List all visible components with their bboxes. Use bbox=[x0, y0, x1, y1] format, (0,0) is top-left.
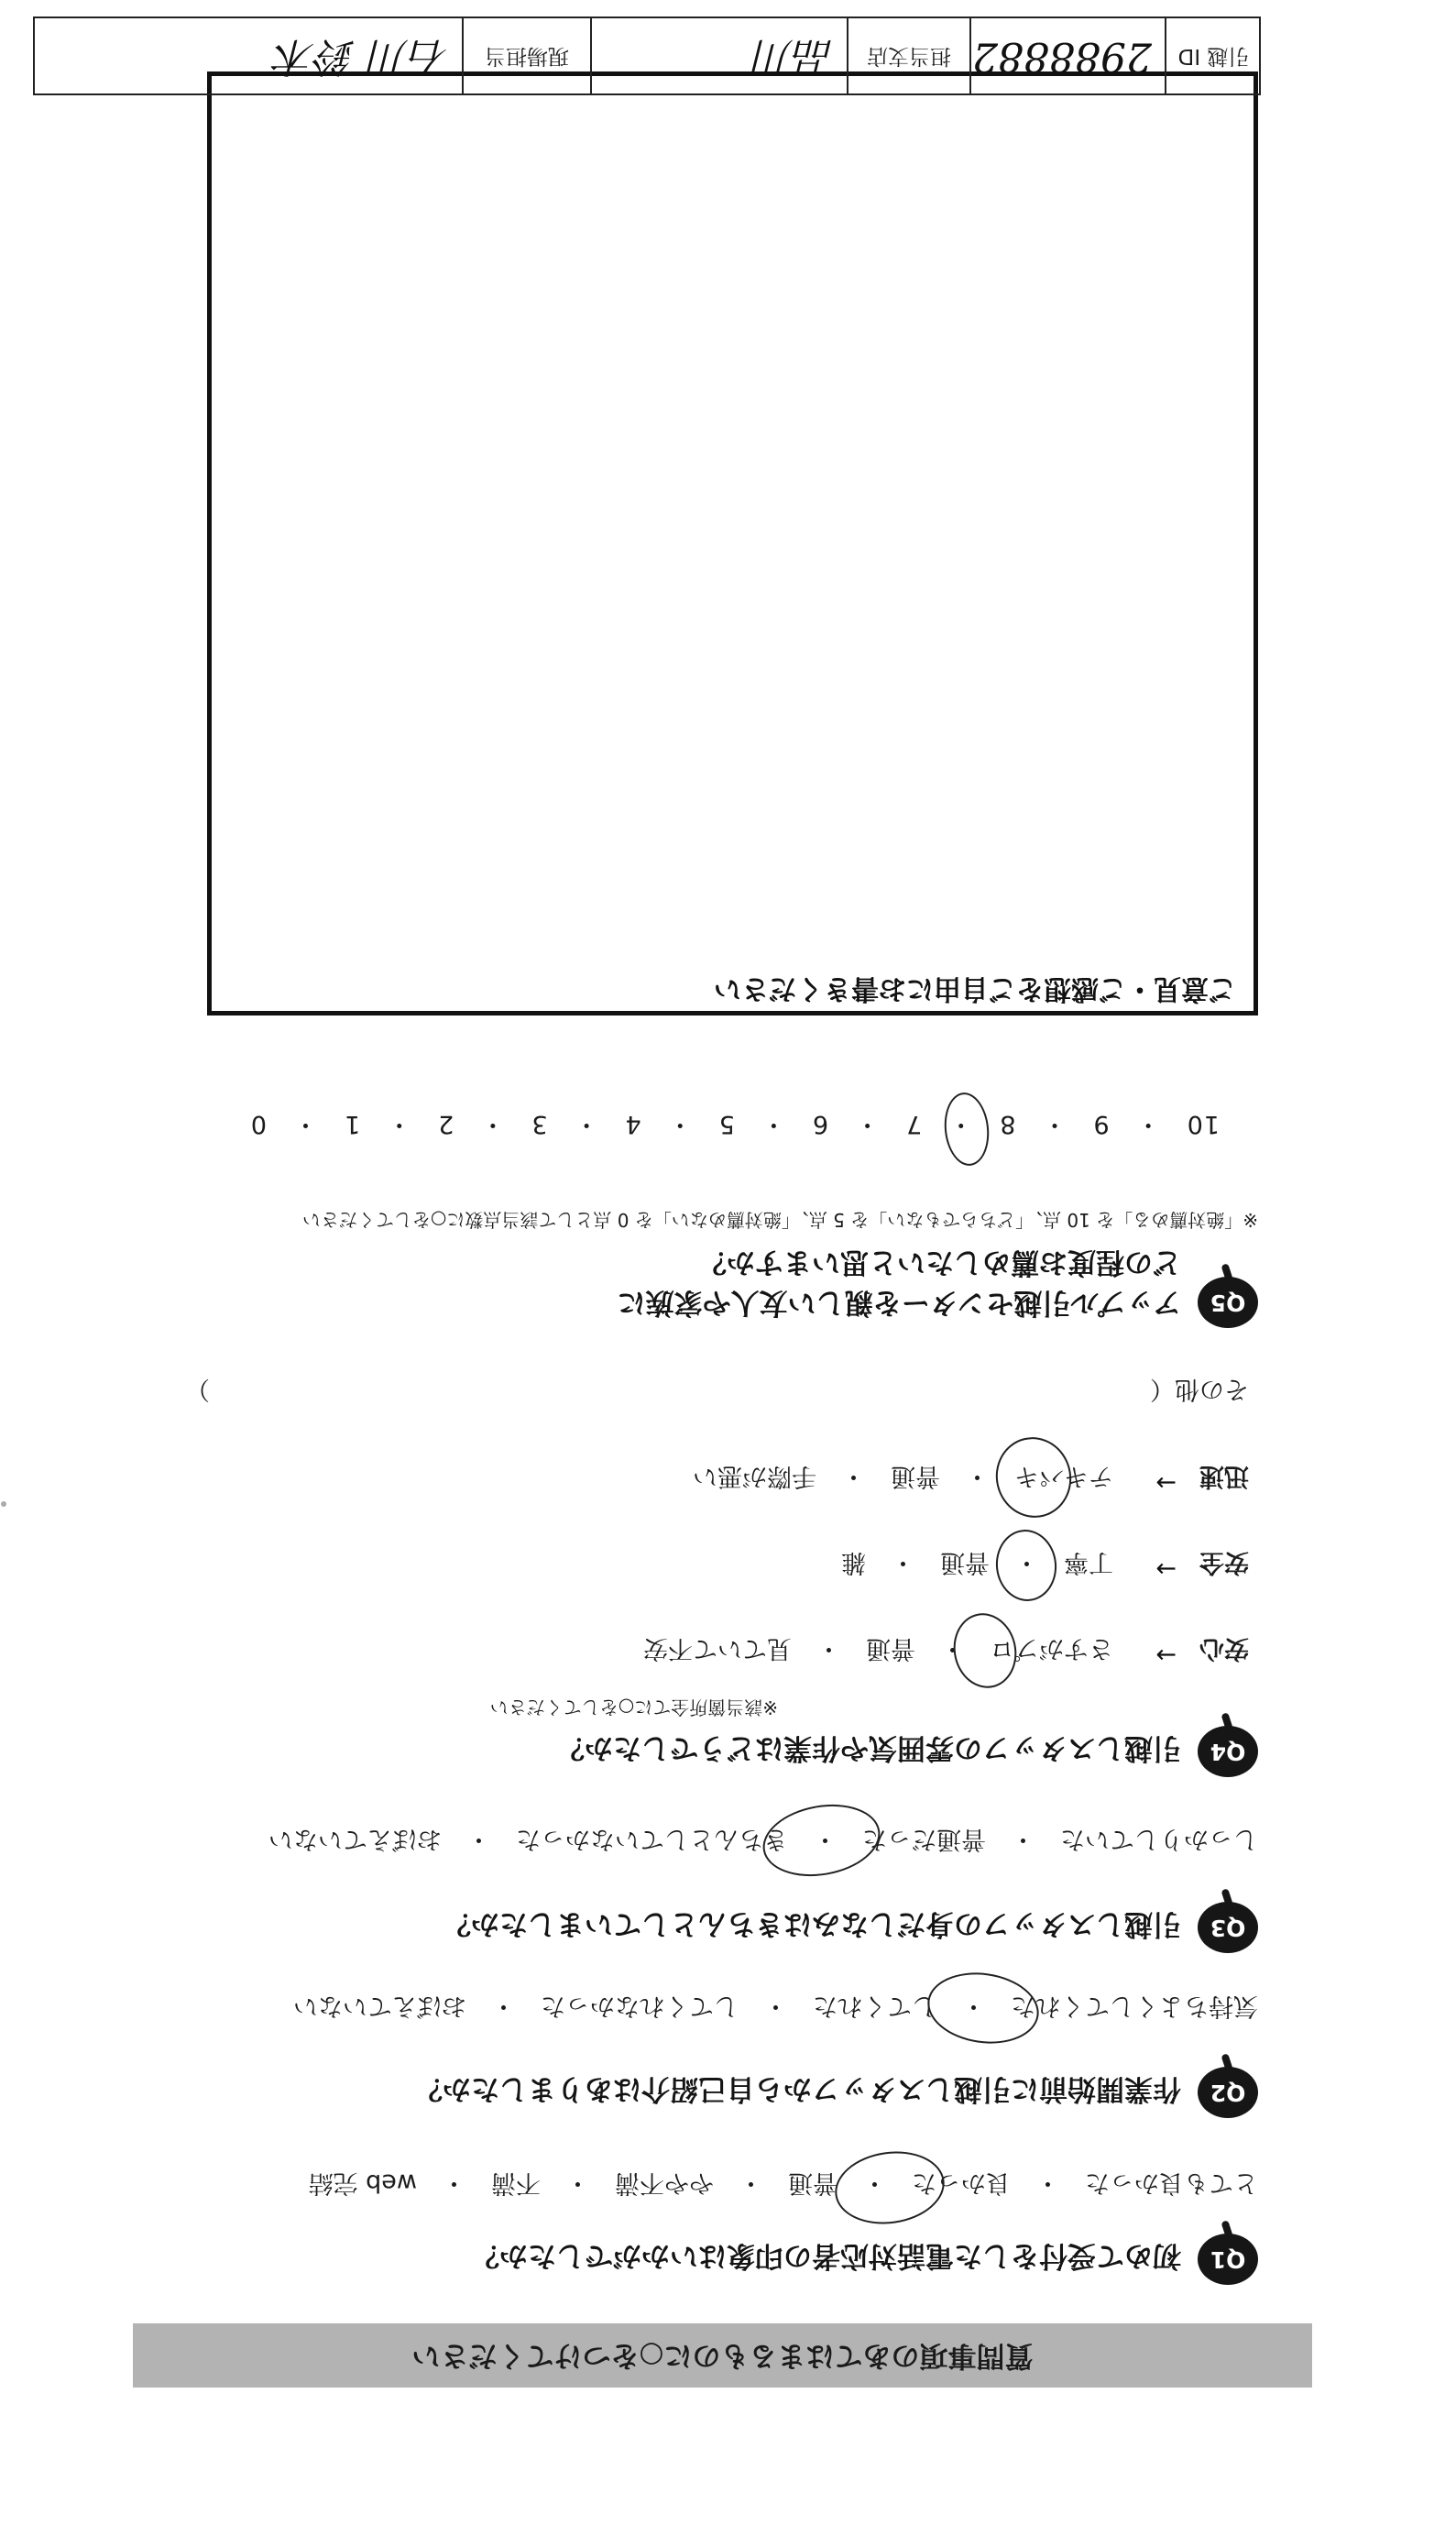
q3-question: 引越しスタッフの身だしなみはきちんとしていましたか？ bbox=[443, 1907, 1181, 1940]
id-value: 2988882 bbox=[971, 18, 1166, 93]
q4-note: ※該当箇所全てに○をしてください bbox=[489, 1696, 778, 1718]
q4-badge: Q4 bbox=[1198, 1726, 1258, 1777]
scan-speck bbox=[1, 1501, 6, 1507]
id-table bbox=[33, 16, 1261, 95]
q4-question: 引越しスタッフの雰囲気や作業はどうでしたか？ bbox=[556, 1731, 1181, 1764]
q3-badge: Q3 bbox=[1198, 1902, 1258, 1953]
q1-question: 初めて受付をした電話対応者の印象はいかがでしたか？ bbox=[471, 2239, 1181, 2272]
comment-label: ご意見・ご感想をご自由にお書きください bbox=[714, 972, 1236, 1005]
q4-row-label-anzen: 安全 bbox=[1199, 1548, 1249, 1576]
q2-answer-mark bbox=[923, 1966, 1043, 2050]
q5-question-line2: どの程度お薦めしたいと思いますか？ bbox=[698, 1246, 1181, 1279]
q4-row-arrow-jinsoku: → bbox=[1155, 1468, 1177, 1497]
q5-question-line1: アップル引越センターを親しい友人や家族に bbox=[617, 1286, 1181, 1319]
id-label: 引越 ID bbox=[1177, 44, 1250, 68]
q4-row-label-anshin: 安心 bbox=[1199, 1634, 1249, 1663]
q1-options: とても良かった ・ 良かった ・ 普通 ・ やや不満 ・ 不満 ・ web 完結 bbox=[308, 2168, 1258, 2197]
q5-scale: 10 ・ 9 ・ 8 ・ 7 ・ 6 ・ 5 ・ 4 ・ 3 ・ 2 ・ 1 ・ 0 bbox=[249, 1110, 1220, 1138]
q5-badge: Q5 bbox=[1198, 1277, 1258, 1328]
comment-box bbox=[207, 71, 1258, 1016]
q4-row-label-jinsoku: 迅速 bbox=[1199, 1462, 1249, 1490]
q3-answer-mark bbox=[757, 1795, 885, 1884]
q5-answer-mark bbox=[941, 1091, 992, 1169]
q4-row-arrow-anzen: → bbox=[1155, 1554, 1177, 1583]
q4-row-options-anzen: 丁寧 ・ 普通 ・ 雑 bbox=[841, 1548, 1113, 1576]
q5-note: ※「絶対薦める」を 10 点、「どちらでもない」を 5 点、「絶対薦めない」を 0 点として該当点数に○をしてください bbox=[301, 1209, 1258, 1231]
q2-question: 作業開始前に引越しスタッフから自己紹介はありましたか？ bbox=[414, 2072, 1181, 2105]
header-title: 質問事項のあてはまるものに○をつけてください bbox=[411, 2339, 1034, 2372]
leader-label: 現場担当 bbox=[464, 18, 592, 93]
q4-other: その他（ ） bbox=[185, 1375, 1249, 1403]
q1-answer-mark bbox=[830, 2145, 949, 2231]
leader-value: 石川 鈴木 bbox=[33, 18, 464, 93]
branch-value: 品川 bbox=[592, 18, 848, 93]
q4-row-options-jinsoku: テキパキ ・ 普通 ・ 手際が悪い bbox=[693, 1462, 1113, 1490]
q4-row-options-anshin: さすがプロ ・ 普通 ・ 見ていて不安 bbox=[643, 1634, 1113, 1663]
q2-badge: Q2 bbox=[1198, 2067, 1258, 2118]
q4-anzen-answer-mark bbox=[992, 1527, 1060, 1604]
q3-options: しっかりしていた ・ 普通だった ・ きちんとしていなかった ・ おぼえていない bbox=[268, 1825, 1258, 1853]
q2-options: 気持ちよくしてくれた ・ してくれた ・ してくれなかった ・ おぼえていない bbox=[293, 1992, 1258, 2020]
q1-badge: Q1 bbox=[1198, 2234, 1258, 2285]
q4-jinsoku-answer-mark bbox=[988, 1429, 1080, 1525]
q4-row-arrow-anshin: → bbox=[1155, 1641, 1177, 1669]
q4-anshin-answer-mark bbox=[947, 1608, 1024, 1694]
branch-label: 担当支店 bbox=[848, 18, 971, 93]
